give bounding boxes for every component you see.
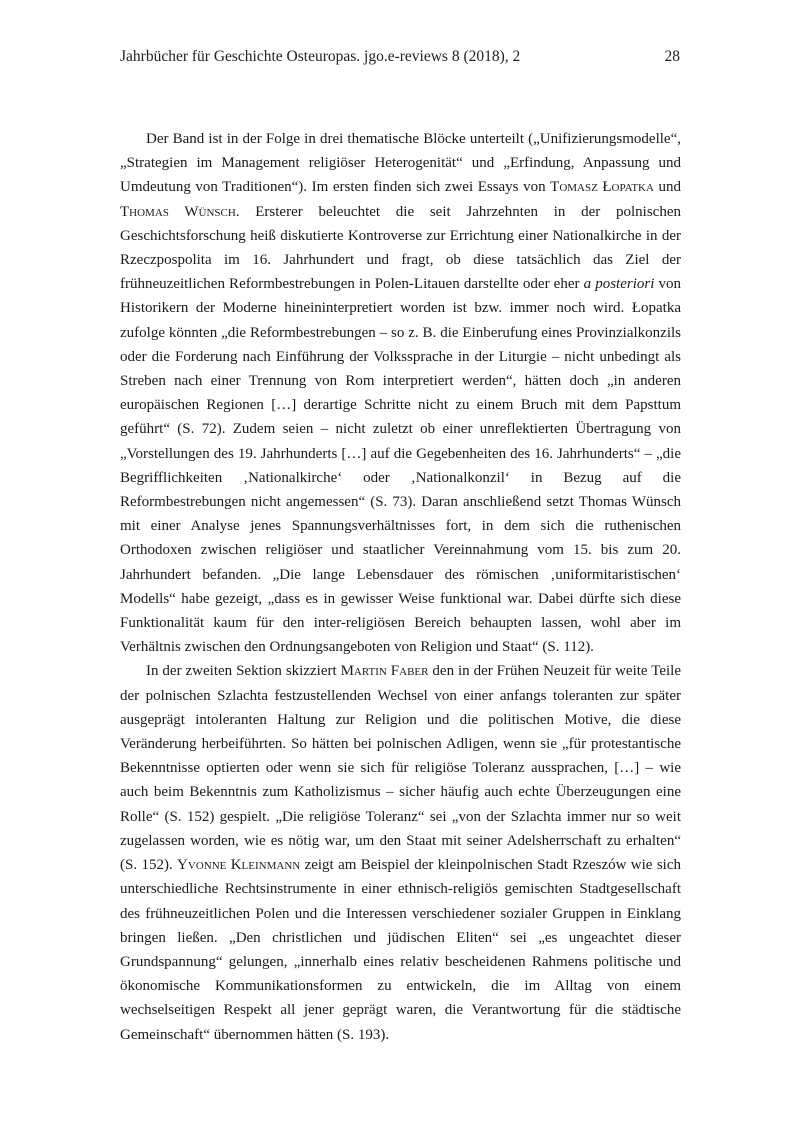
paragraph-2	[120, 659, 681, 1046]
author-name-lopatka: Tomasz Łopatka	[550, 179, 654, 196]
text-run: und	[653, 179, 682, 196]
text-run: zeigt am Beispiel der kleinpolnischen Stadt Rzeszów wie sich unterschiedliche Rechtsinstrumente in einer ethnisch-religiös gemischten Stadtgesellschaft des frühneuzeitlichen Polen und die Interessen verschiedener sozialer Gruppen in Einklang bringen ließen. „Den christlichen und jüdischen Eliten“ sei „es ungeachtet dieser Grundspannung“ gelungen, „innerhalb eines relativ bescheidenen Rahmens politische und ökonomische Kommunikationsformen zu entwickeln, die im Alltag von einem wechselseitigen Respekt all jener geprägt waren, die Verantwortung für die städtische Gemeinschaft“ übernommen hätten (S. 193).	[120, 857, 681, 1043]
running-header	[120, 46, 680, 68]
author-name-kleinmann: Yvonne Kleinmann	[177, 857, 301, 874]
text-run: von Historikern der Moderne hineininterpretiert worden ist bzw. immer noch wird. Łopatka zufolge könnten „die Reformbestrebungen – so z. B. die Einberufung eines Provinzialkonzils oder die Forderung nach Einführung der Volkssprache in der Liturgie – nicht unbedingt als Streben nach einer Trennung von Rom interpretiert werden“, hätten doch „in anderen europäischen Regionen […] derartige Schritte nicht zu einem Bruch mit dem Papsttum geführt“ (S. 72). Zudem seien – nicht zuletzt ob einer unreflektierten Übertragung von „Vorstellungen des 19. Jahrhunderts […] auf die Gegebenheiten des 16. Jahrhunderts“ – „die Begrifflichkeiten ‚Nationalkirche‘ oder ‚Nationalkonzil‘ in Bezug auf die Reformbestrebungen nicht angemessen“ (S. 73). Daran anschließend setzt Thomas Wünsch mit einer Analyse jenes Spannungsverhältnisses fort, in dem sich die ruthenischen Orthodoxen zwischen religiöser und staatlicher Vereinnahmung vom 15. bis zum 20. Jahrhundert befanden. „Die lange Lebensdauer des römischen ‚uniformitaristischen‘ Modells“ habe gezeigt, „dass es in gewisser Weise funktional war. Dabei dürfte sich diese Funktionalität kaum für den inter-religiösen Bereich behaupten lassen, wohl aber im Verhältnis zwischen den Ordnungsangeboten von Religion und Staat“ (S. 112).	[120, 276, 681, 656]
italic-term: a posteriori	[583, 276, 655, 293]
article-body	[120, 127, 681, 1047]
text-run: den in der Frühen Neuzeit für weite Teile der polnischen Szlachta festzustellenden Wechsel von einer anfangs toleranten zur später ausgeprägt intoleranten Haltung zur Religion und die politischen Motive, die diese Veränderung herbeiführten. So hätten bei polnischen Adligen, wenn sie „für protestantische Bekenntnisse optierten oder wenn sie sich für religiöse Toleranz aussprachen, […] – wie auch beim Bekenntnis zum Katholizismus – sicher häufig auch echte Überzeugungen eine Rolle“ (S. 152) gespielt. „Die religiöse Toleranz“ sei „von der Szlachta immer nur so weit zugelassen worden, wie es nötig war, um den Staat mit seiner Adelsherrschaft zu erhalten“ (S. 152).	[120, 663, 681, 874]
page-number: 28	[664, 48, 680, 65]
author-name-wuensch: Thomas Wünsch	[120, 203, 236, 220]
text-run: In der zweiten Sektion skizziert	[146, 663, 341, 680]
text-run: . Ersterer beleuchtet die seit Jahrzehnten in der polnischen Geschichtsforschung heiß diskutierte Kontroverse zur Errichtung einer Nationalkirche in der Rzeczpospolita im 16. Jahrhundert und fragt, ob diese tatsächlich das Ziel der frühneuzeitlichen Reformbestrebungen in Polen-Litauen darstellte oder eher	[120, 203, 681, 293]
text-run: Der Band ist in der Folge in drei thematische Blöcke unterteilt („Unifizierungsmodelle“, „Strategien im Management religiöser Heterogenität“ und „Erfindung, Anpassung und Umdeutung von Traditionen“). Im ersten finden sich zwei Essays von	[120, 131, 681, 196]
journal-citation: Jahrbücher für Geschichte Osteuropas. jgo.e-reviews 8 (2018), 2	[120, 48, 521, 65]
paragraph-1	[120, 127, 681, 659]
author-name-faber: Martin Faber	[340, 663, 429, 680]
